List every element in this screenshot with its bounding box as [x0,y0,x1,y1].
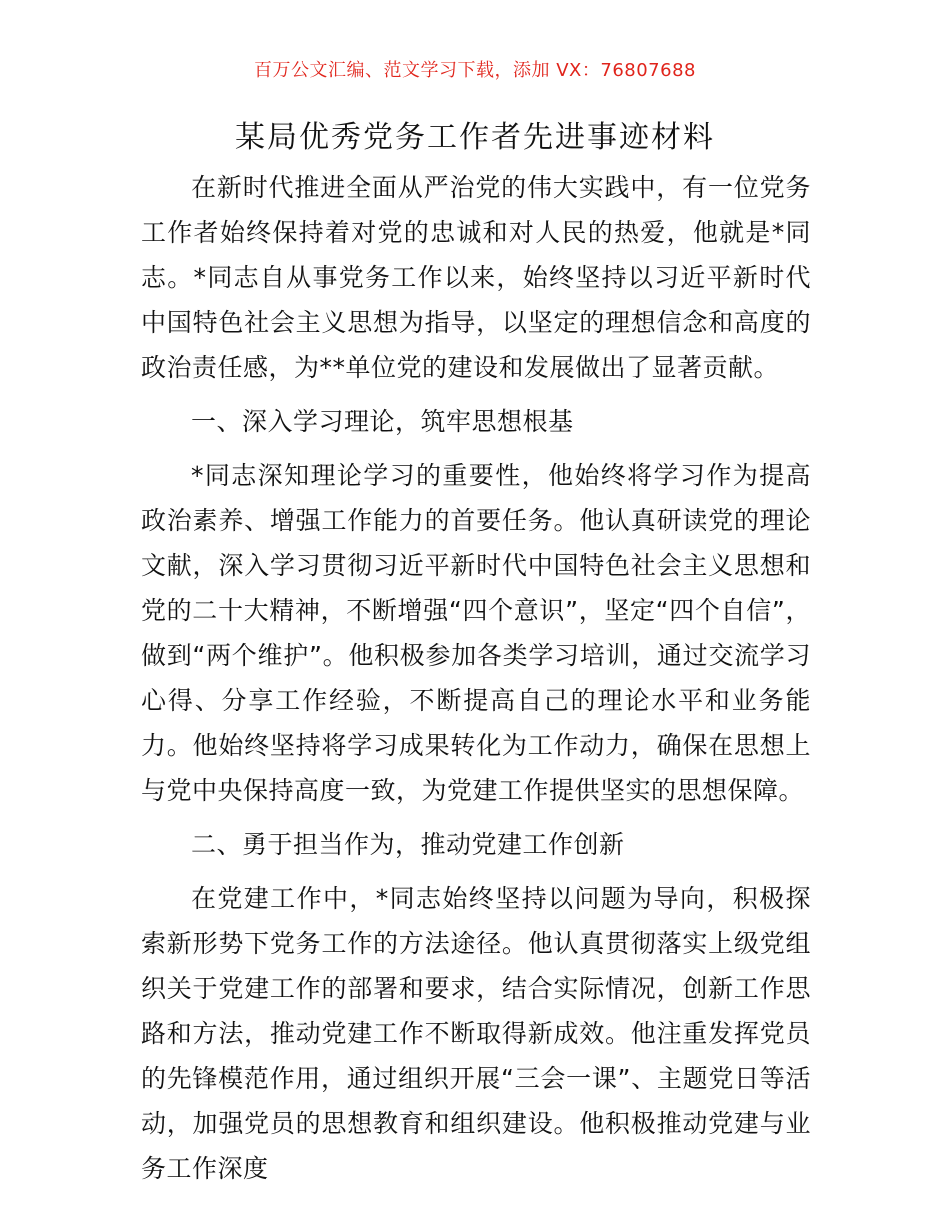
section-2-heading: 二、勇于担当作为，推动党建工作创新 [191,830,625,859]
document-body [141,165,811,1191]
section-1-heading: 一、深入学习理论，筑牢思想根基 [191,407,574,436]
spacer [141,867,811,876]
section-2-paragraph: 在党建工作中，*同志始终坚持以问题为导向，积极探索新形势下党务工作的方法途径。他认真贯彻落实上级党组织关于党建工作的部署和要求，结合实际情况，创新工作思路和方法，推动党建工作不断取得新成效。他注重发挥党员的先锋模范作用，通过组织开展“三会一课”、主题党日等活动，加强党员的思想教育和组织建设。他积极推动党建与业务工作深度 [141,884,811,1183]
document-title: 某局优秀党务工作者先进事迹材料 [235,120,715,155]
spacer [141,444,811,453]
section-1-paragraph: *同志深知理论学习的重要性，他始终将学习作为提高政治素养、增强工作能力的首要任务。他认真研读党的理论文献，深入学习贯彻习近平新时代中国特色社会主义思想和党的二十大精神，不断增强“四个意识”，坚定“四个自信”，做到“两个维护”。他积极参加各类学习培训，通过交流学习心得、分享工作经验，不断提高自己的理论水平和业务能力。他始终坚持将学习成果转化为工作动力，确保在思想上与党中央保持高度一致，为党建工作提供坚实的思想保障。 [141,461,811,805]
spacer [141,813,811,822]
promo-header: 百万公文汇编、范文学习下载，添加 VX：76807688 [254,60,696,81]
spacer [141,390,811,399]
intro-paragraph: 在新时代推进全面从严治党的伟大实践中，有一位党务工作者始终保持着对党的忠诚和对人民的热爱，他就是*同志。*同志自从事党务工作以来，始终坚持以习近平新时代中国特色社会主义思想为指导，以坚定的理想信念和高度的政治责任感，为**单位党的建设和发展做出了显著贡献。 [141,173,811,382]
